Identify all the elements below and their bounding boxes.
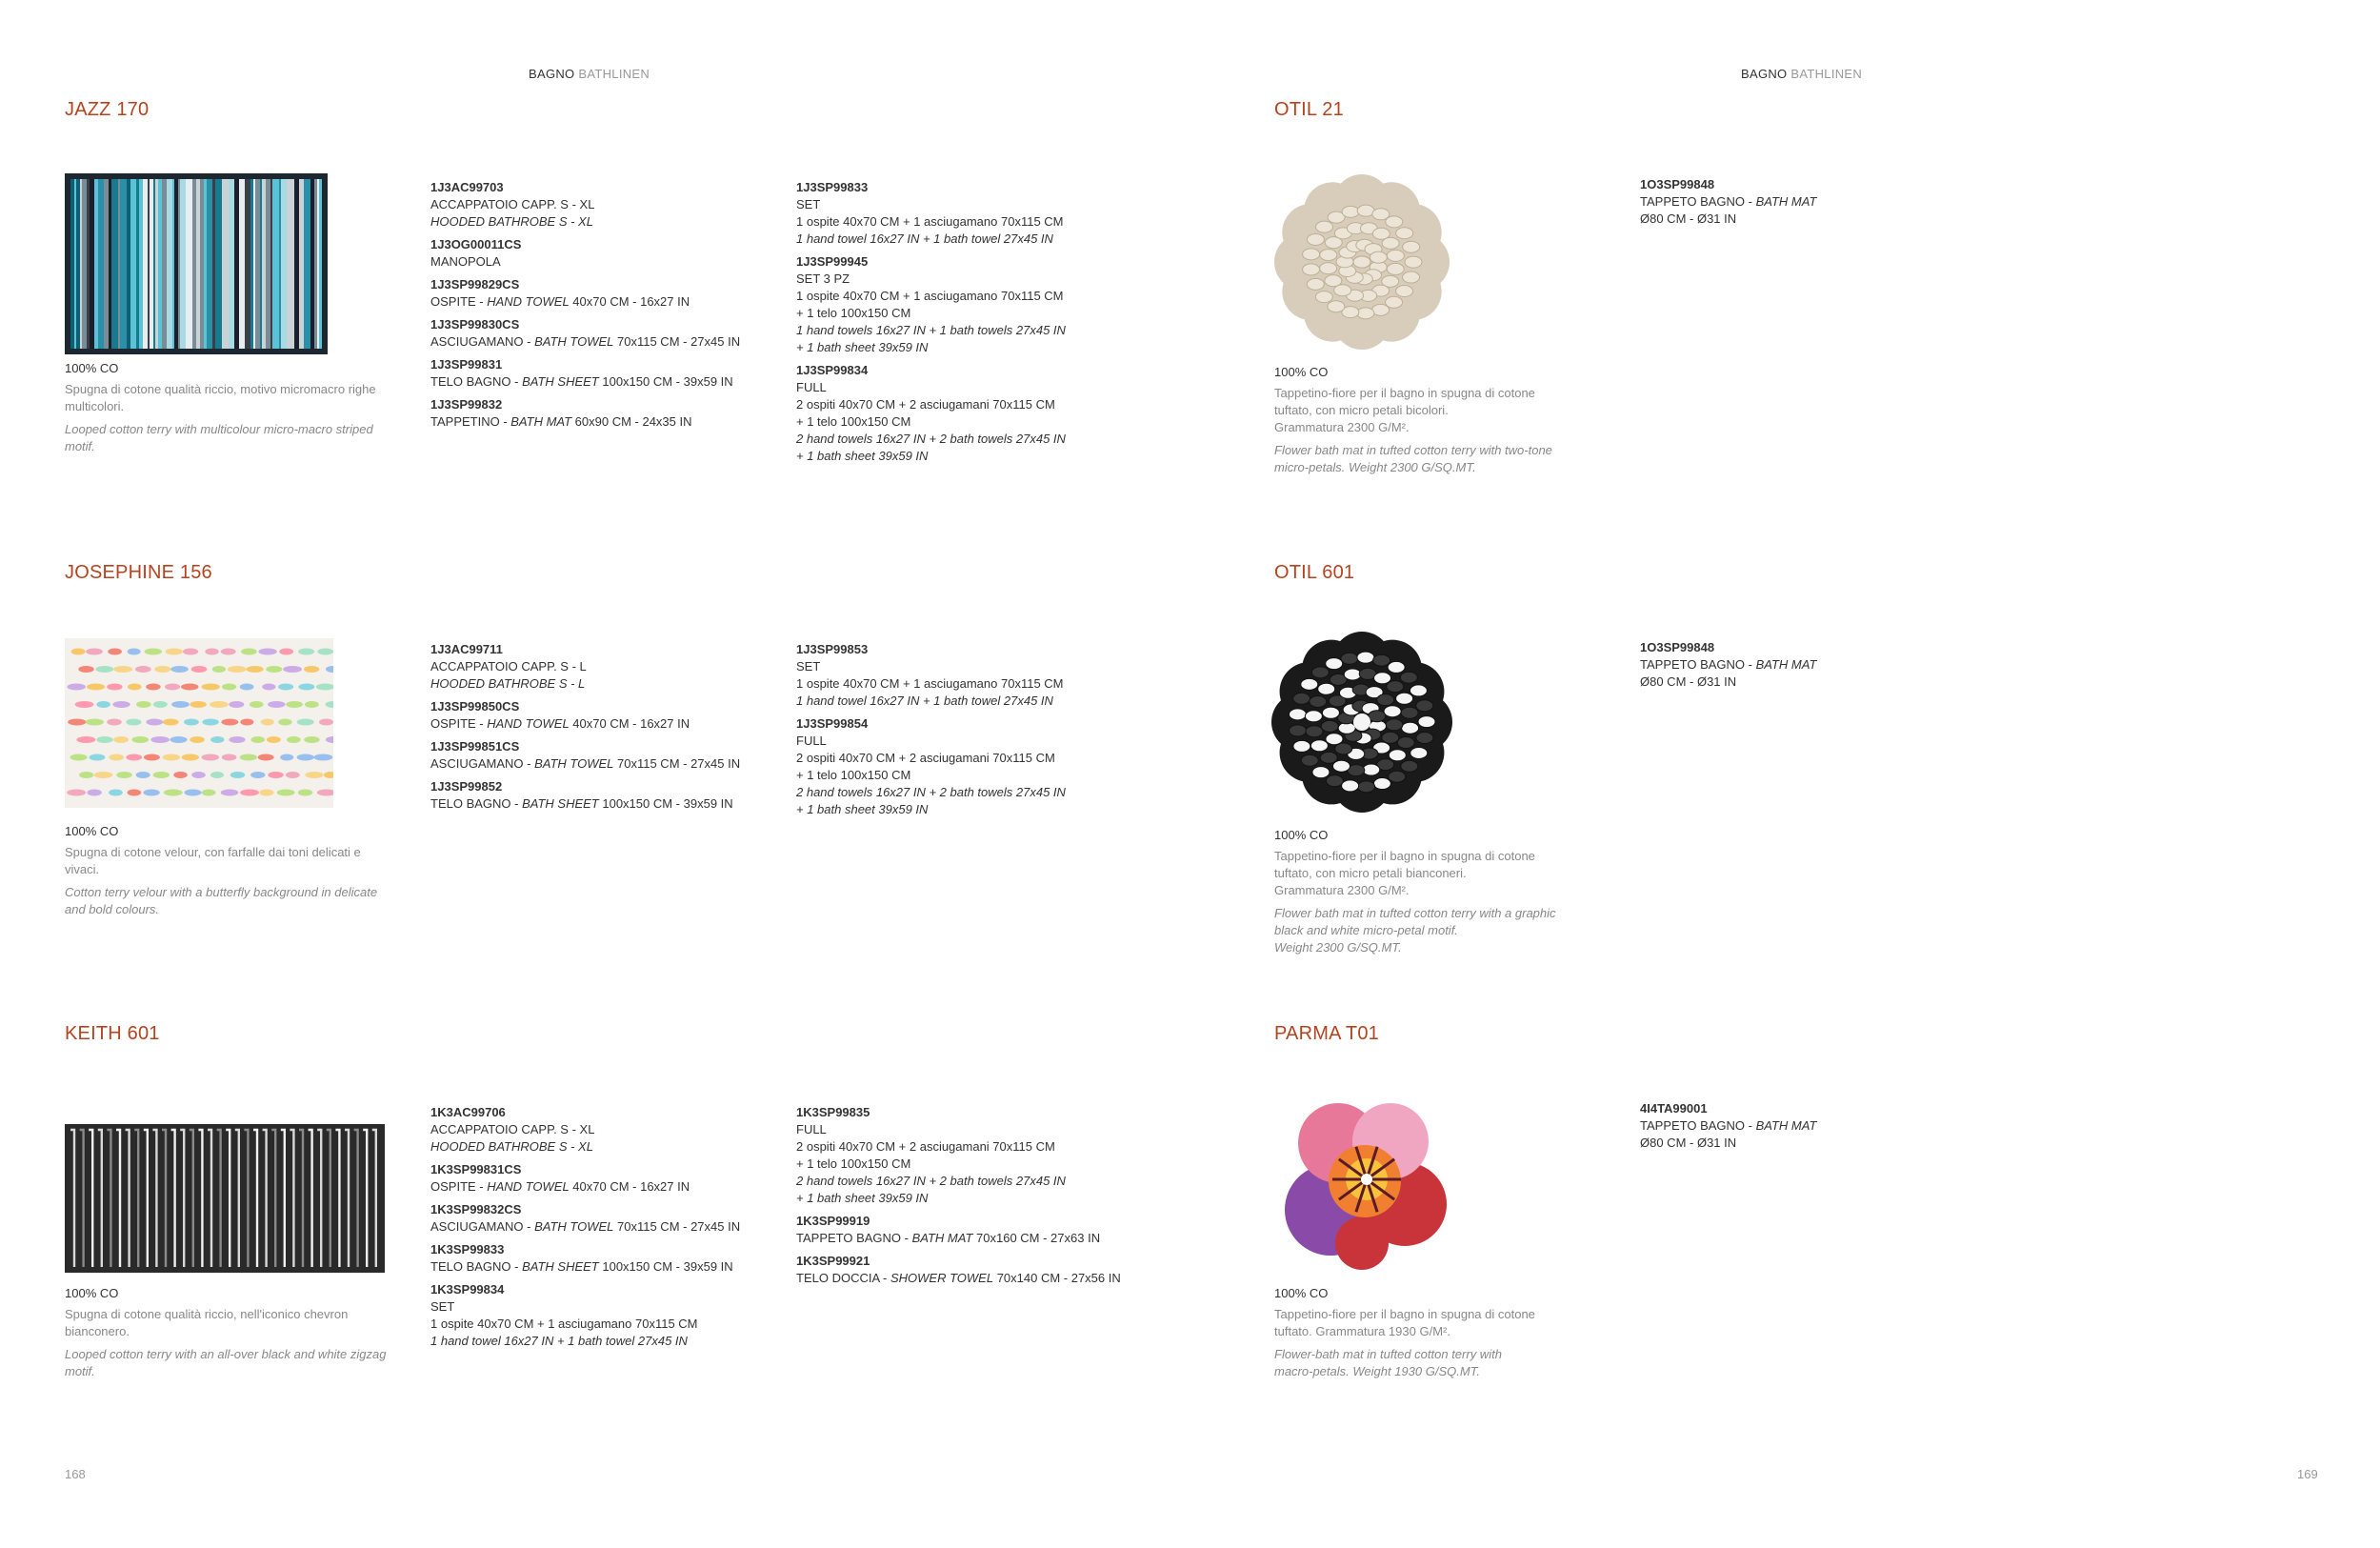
page-header-right <box>1741 67 1862 81</box>
desc-en-line: black and white micro-petal motif. <box>1274 923 1458 937</box>
product-code: 1K3SP99833 <box>430 1242 505 1256</box>
product-code: 1K3AC99706 <box>430 1105 506 1119</box>
desc-it-line: Grammatura 2300 G/M². <box>1274 883 1410 897</box>
product-code: 1J3SP99829CS <box>430 277 520 292</box>
item-line: TAPPETO BAGNO - BATH MAT <box>1640 657 1817 672</box>
item-line-en: + 1 bath sheet 39x59 IN <box>796 1191 929 1205</box>
item-line: 2 ospiti 40x70 CM + 2 asciugamani 70x115 CM <box>796 1139 1055 1154</box>
product-code: 1J3SP99831 <box>430 357 503 372</box>
product-code: 1O3SP99848 <box>1640 177 1715 191</box>
page-number-left: 168 <box>65 1467 86 1481</box>
product-title-otil21: OTIL 21 <box>1274 99 1344 120</box>
desc-it-line: Tappetino-fiore per il bagno in spugna di cotone <box>1274 849 1535 863</box>
jazz-towel-image <box>65 173 328 354</box>
product-code: 1J3SP99851CS <box>430 739 520 754</box>
desc-en-line: Flower bath mat in tufted cotton terry with two-tone <box>1274 443 1552 457</box>
material: 100% CO <box>65 824 119 838</box>
product-code: 1K3SP99835 <box>796 1105 870 1119</box>
desc-en: Looped cotton terry with an all-over black and white zigzag motif. <box>65 1347 387 1378</box>
desc-en-line: Flower-bath mat in tufted cotton terry with <box>1274 1347 1502 1361</box>
product-title-otil601: OTIL 601 <box>1274 562 1355 583</box>
code-column-otil21 <box>1640 176 2011 228</box>
item-line-en: HOODED BATHROBE S - L <box>430 676 586 691</box>
code-column-josephine-2 <box>796 641 1168 818</box>
header-bathlinen: BATHLINEN <box>1790 67 1863 81</box>
item-line: 1 ospite 40x70 CM + 1 asciugamano 70x115 CM <box>796 676 1064 691</box>
item-line: OSPITE - HAND TOWEL 40x70 CM - 16x27 IN <box>430 1179 690 1194</box>
product-code: 1K3SP99831CS <box>430 1162 522 1176</box>
product-code: 1J3SP99853 <box>796 642 869 656</box>
item-line: TELO BAGNO - BATH SHEET 100x150 CM - 39x59 IN <box>430 1259 733 1274</box>
keith-towel-image <box>65 1124 385 1273</box>
desc-en: Cotton terry velour with a butterfly background in delicate and bold colours. <box>65 885 378 916</box>
item-line: 1 ospite 40x70 CM + 1 asciugamano 70x115 CM <box>430 1317 698 1331</box>
item-line-en: + 1 bath sheet 39x59 IN <box>796 449 929 463</box>
product-code: 1J3SP99833 <box>796 180 869 194</box>
item-line-en: HOODED BATHROBE S - XL <box>430 1139 593 1154</box>
item-line: ACCAPPATOIO CAPP. S - XL <box>430 197 595 211</box>
item-line: + 1 telo 100x150 CM <box>796 768 911 782</box>
item-line: TELO DOCCIA - SHOWER TOWEL 70x140 CM - 27x56 IN <box>796 1271 1121 1285</box>
page-header-left <box>529 67 650 81</box>
josephine-towel-image <box>65 638 333 808</box>
item-line-en: + 1 bath sheet 39x59 IN <box>796 340 929 354</box>
item-line: + 1 telo 100x150 CM <box>796 306 911 320</box>
item-line: TAPPETINO - BATH MAT 60x90 CM - 24x35 IN <box>430 414 692 429</box>
item-line-en: HOODED BATHROBE S - XL <box>430 214 593 229</box>
item-line: SET <box>430 1299 455 1314</box>
item-line: 1 ospite 40x70 CM + 1 asciugamano 70x115 CM <box>796 214 1064 229</box>
item-line: OSPITE - HAND TOWEL 40x70 CM - 16x27 IN <box>430 716 690 731</box>
item-size: Ø80 CM - Ø31 IN <box>1640 674 1737 689</box>
header-bagno: BAGNO <box>529 67 575 81</box>
material: 100% CO <box>1274 828 1329 842</box>
product-code: 1K3SP99919 <box>796 1214 870 1228</box>
product-desc-jazz <box>65 360 389 455</box>
code-column-jazz-1 <box>430 179 802 431</box>
item-line: TELO BAGNO - BATH SHEET 100x150 CM - 39x59 IN <box>430 374 733 389</box>
header-bagno: BAGNO <box>1741 67 1788 81</box>
item-line: 2 ospiti 40x70 CM + 2 asciugamani 70x115 CM <box>796 397 1055 412</box>
item-line-en: 1 hand towel 16x27 IN + 1 bath towel 27x45 IN <box>796 231 1053 246</box>
header-bathlinen: BATHLINEN <box>578 67 650 81</box>
product-title-parma: PARMA T01 <box>1274 1023 1379 1044</box>
item-line: ASCIUGAMANO - BATH TOWEL 70x115 CM - 27x45 IN <box>430 756 741 771</box>
product-code: 1J3SP99834 <box>796 363 869 377</box>
desc-en-line: macro-petals. Weight 1930 G/SQ.MT. <box>1274 1364 1481 1378</box>
item-line-en: + 1 bath sheet 39x59 IN <box>796 802 929 816</box>
desc-it-line: tuftato, con micro petali bianconeri. <box>1274 866 1467 880</box>
item-line-en: 2 hand towels 16x27 IN + 2 bath towels 27x45 IN <box>796 1174 1066 1188</box>
product-code: 1J3SP99850CS <box>430 699 520 714</box>
product-code: 1K3SP99832CS <box>430 1202 522 1216</box>
product-code: 1J3OG00011CS <box>430 237 522 251</box>
page-number-right: 169 <box>2297 1467 2318 1481</box>
code-column-jazz-2 <box>796 179 1168 465</box>
product-code: 1K3SP99921 <box>796 1254 870 1268</box>
product-image-parma <box>1271 1086 1452 1277</box>
product-code: 1J3SP99830CS <box>430 317 520 332</box>
item-line: 2 ospiti 40x70 CM + 2 asciugamani 70x115 CM <box>796 751 1055 765</box>
item-line: ASCIUGAMANO - BATH TOWEL 70x115 CM - 27x45 IN <box>430 334 741 349</box>
product-code: 1J3AC99711 <box>430 642 503 656</box>
product-code: 1J3AC99703 <box>430 180 504 194</box>
code-column-parma <box>1640 1100 2011 1152</box>
item-line-en: 1 hand towels 16x27 IN + 1 bath towels 27x45 IN <box>796 323 1066 337</box>
desc-it-line: Tappetino-fiore per il bagno in spugna di cotone <box>1274 386 1535 400</box>
item-line: 1 ospite 40x70 CM + 1 asciugamano 70x115 CM <box>796 289 1064 303</box>
material: 100% CO <box>65 1286 119 1300</box>
product-desc-josephine <box>65 823 389 918</box>
item-line-en: 2 hand towels 16x27 IN + 2 bath towels 27x45 IN <box>796 785 1066 799</box>
item-line: TELO BAGNO - BATH SHEET 100x150 CM - 39x59 IN <box>430 796 733 811</box>
product-code: 4I4TA99001 <box>1640 1101 1708 1116</box>
otil21-mat-image <box>1271 171 1452 352</box>
desc-it: Spugna di cotone velour, con farfalle dai toni delicati e vivaci. <box>65 845 361 876</box>
item-line: OSPITE - HAND TOWEL 40x70 CM - 16x27 IN <box>430 294 690 309</box>
otil601-mat-image <box>1271 627 1452 817</box>
item-line: TAPPETO BAGNO - BATH MAT <box>1640 194 1817 209</box>
desc-it-line: Grammatura 2300 G/M². <box>1274 420 1410 434</box>
desc-en-line: Flower bath mat in tufted cotton terry with a graphic <box>1274 906 1556 920</box>
material: 100% CO <box>65 361 119 375</box>
item-line: + 1 telo 100x150 CM <box>796 1156 911 1171</box>
product-code: 1J3SP99852 <box>430 779 503 794</box>
product-desc-parma <box>1274 1285 1636 1380</box>
code-column-keith-2 <box>796 1104 1168 1287</box>
desc-it-line: tuftato. Grammatura 1930 G/M². <box>1274 1324 1450 1338</box>
product-title-josephine: JOSEPHINE 156 <box>65 562 212 583</box>
product-code: 1O3SP99848 <box>1640 640 1715 654</box>
item-line: SET <box>796 197 821 211</box>
item-size: Ø80 CM - Ø31 IN <box>1640 211 1737 226</box>
desc-it-line: tuftato, con micro petali bicolori. <box>1274 403 1449 417</box>
code-column-josephine-1 <box>430 641 802 813</box>
desc-it: Spugna di cotone qualità riccio, nell'iconico chevron bianconero. <box>65 1307 349 1338</box>
desc-en-line: micro-petals. Weight 2300 G/SQ.MT. <box>1274 460 1476 474</box>
item-line: MANOPOLA <box>430 254 501 269</box>
item-line-en: 1 hand towel 16x27 IN + 1 bath towel 27x45 IN <box>430 1334 688 1348</box>
product-desc-keith <box>65 1285 389 1380</box>
product-title-keith: KEITH 601 <box>65 1023 160 1044</box>
item-line: FULL <box>796 380 827 394</box>
item-line: SET 3 PZ <box>796 271 850 286</box>
product-code: 1J3SP99832 <box>430 397 503 412</box>
product-title-jazz: JAZZ 170 <box>65 99 150 120</box>
product-code: 1K3SP99834 <box>430 1282 505 1297</box>
product-code: 1J3SP99945 <box>796 254 869 269</box>
product-image-jazz <box>65 173 328 354</box>
product-code: 1J3SP99854 <box>796 716 869 731</box>
item-line: ASCIUGAMANO - BATH TOWEL 70x115 CM - 27x45 IN <box>430 1219 741 1234</box>
product-image-otil601 <box>1271 627 1452 817</box>
item-line: ACCAPPATOIO CAPP. S - L <box>430 659 587 673</box>
code-column-keith-1 <box>430 1104 802 1350</box>
item-line: FULL <box>796 734 827 748</box>
product-desc-otil601 <box>1274 827 1636 956</box>
desc-it-line: Tappetino-fiore per il bagno in spugna di cotone <box>1274 1307 1535 1321</box>
item-line: FULL <box>796 1122 827 1136</box>
item-line: + 1 telo 100x150 CM <box>796 414 911 429</box>
product-image-keith <box>65 1124 385 1273</box>
product-image-otil21 <box>1271 171 1452 352</box>
item-line-en: 1 hand towel 16x27 IN + 1 bath towel 27x45 IN <box>796 694 1053 708</box>
item-line: TAPPETO BAGNO - BATH MAT <box>1640 1118 1817 1133</box>
item-line: TAPPETO BAGNO - BATH MAT 70x160 CM - 27x63 IN <box>796 1231 1101 1245</box>
material: 100% CO <box>1274 365 1329 379</box>
material: 100% CO <box>1274 1286 1329 1300</box>
product-desc-otil21 <box>1274 364 1636 476</box>
code-column-otil601 <box>1640 639 2011 691</box>
item-line-en: 2 hand towels 16x27 IN + 2 bath towels 27x45 IN <box>796 432 1066 446</box>
parma-mat-image <box>1271 1086 1452 1277</box>
item-line: ACCAPPATOIO CAPP. S - XL <box>430 1122 595 1136</box>
desc-en: Looped cotton terry with multicolour micro-macro striped motif. <box>65 422 373 453</box>
desc-it: Spugna di cotone qualità riccio, motivo micromacro righe multicolori. <box>65 382 376 413</box>
item-size: Ø80 CM - Ø31 IN <box>1640 1136 1737 1150</box>
product-image-josephine <box>65 638 333 808</box>
desc-en-line: Weight 2300 G/SQ.MT. <box>1274 940 1402 955</box>
item-line: SET <box>796 659 821 673</box>
